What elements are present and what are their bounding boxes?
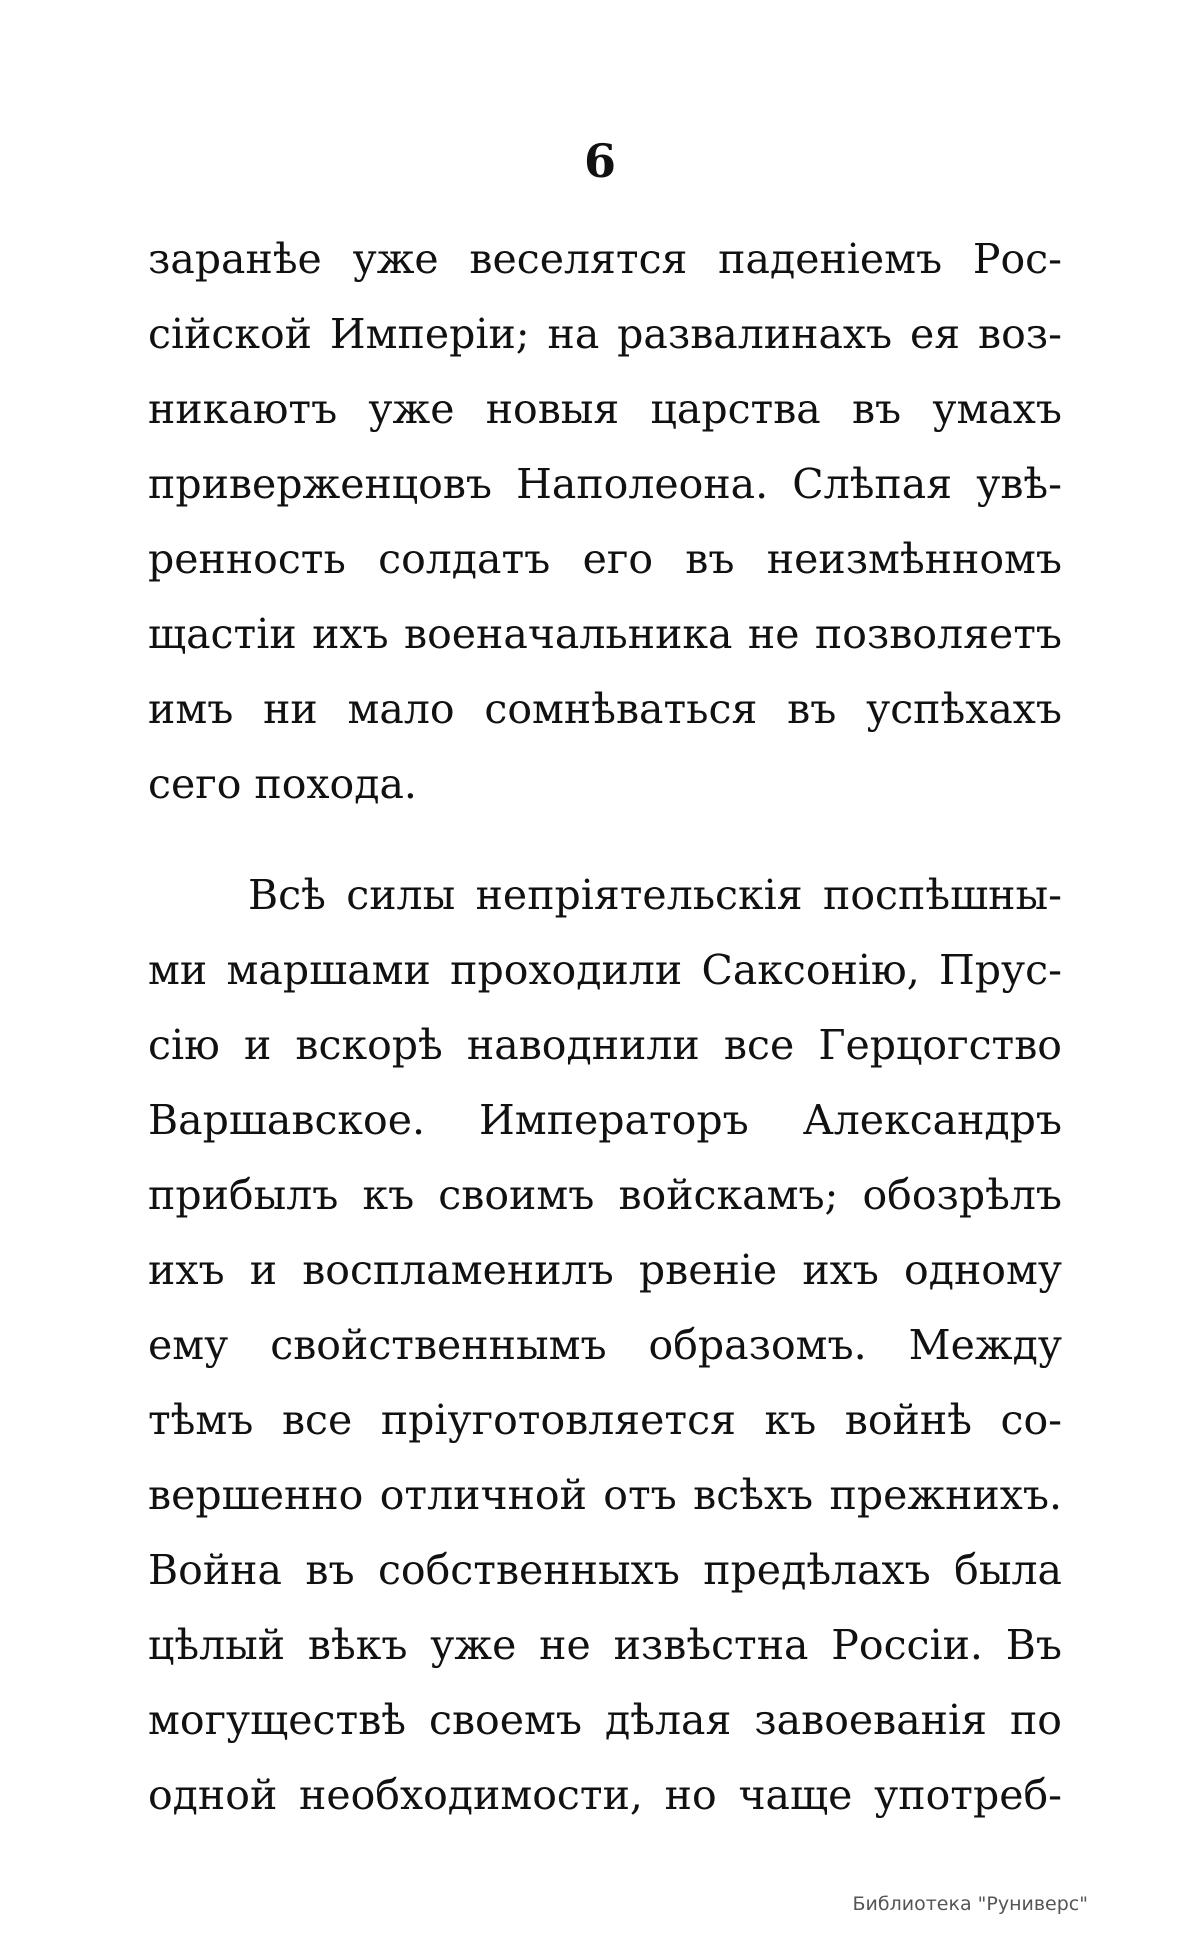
text-line: сійской Имперіи; на развалинахъ ея воз- bbox=[148, 310, 1062, 358]
text-line: сію и вскорѣ наводнили все Герцогство bbox=[148, 1021, 1062, 1069]
text-line: никаютъ уже новыя царства въ умахъ bbox=[148, 385, 1062, 433]
paragraph-1 bbox=[148, 222, 1062, 822]
text-line: имъ ни мало сомнѣваться въ успѣхахъ bbox=[148, 685, 1062, 733]
text-line: приверженцовъ Наполеона. Слѣпая увѣ- bbox=[148, 460, 1062, 508]
text-line: Всѣ силы непріятельскія поспѣшны- bbox=[248, 871, 1062, 919]
text-line: ми маршами проходили Саксонію, Прус- bbox=[148, 946, 1062, 994]
text-line: одной необходимости, но чаще употреб- bbox=[148, 1771, 1062, 1819]
text-line: Война въ собственныхъ предѣлахъ была bbox=[148, 1546, 1062, 1594]
text-line: цѣлый вѣкъ уже не извѣстна Россіи. Въ bbox=[148, 1621, 1062, 1669]
text-line: заранѣе уже веселятся паденіемъ Рос- bbox=[148, 235, 1062, 283]
text-line: щастіи ихъ военачальника не позволяетъ bbox=[148, 610, 1062, 658]
paragraph-2 bbox=[148, 858, 1062, 1833]
text-line: вершенно отличной отъ всѣхъ прежнихъ. bbox=[148, 1471, 1062, 1519]
text-line: ренность солдатъ его въ неизмѣнномъ bbox=[148, 535, 1062, 583]
text-line: ихъ и воспламенилъ рвеніе ихъ одному bbox=[148, 1246, 1062, 1294]
text-line: ему свойственнымъ образомъ. Между bbox=[148, 1321, 1062, 1369]
library-credit: Библиотека "Руниверс" bbox=[852, 1893, 1088, 1915]
text-line: Варшавское. Императоръ Александръ bbox=[148, 1096, 1062, 1144]
text-line: прибылъ къ своимъ войскамъ; обозрѣлъ bbox=[148, 1171, 1062, 1219]
text-line: могуществѣ своемъ дѣлая завоеванія по bbox=[148, 1696, 1062, 1744]
page-number: 6 bbox=[583, 134, 616, 188]
text-line: тѣмъ все пріуготовляется къ войнѣ со- bbox=[148, 1396, 1062, 1444]
text-line: сего похода. bbox=[148, 760, 417, 808]
